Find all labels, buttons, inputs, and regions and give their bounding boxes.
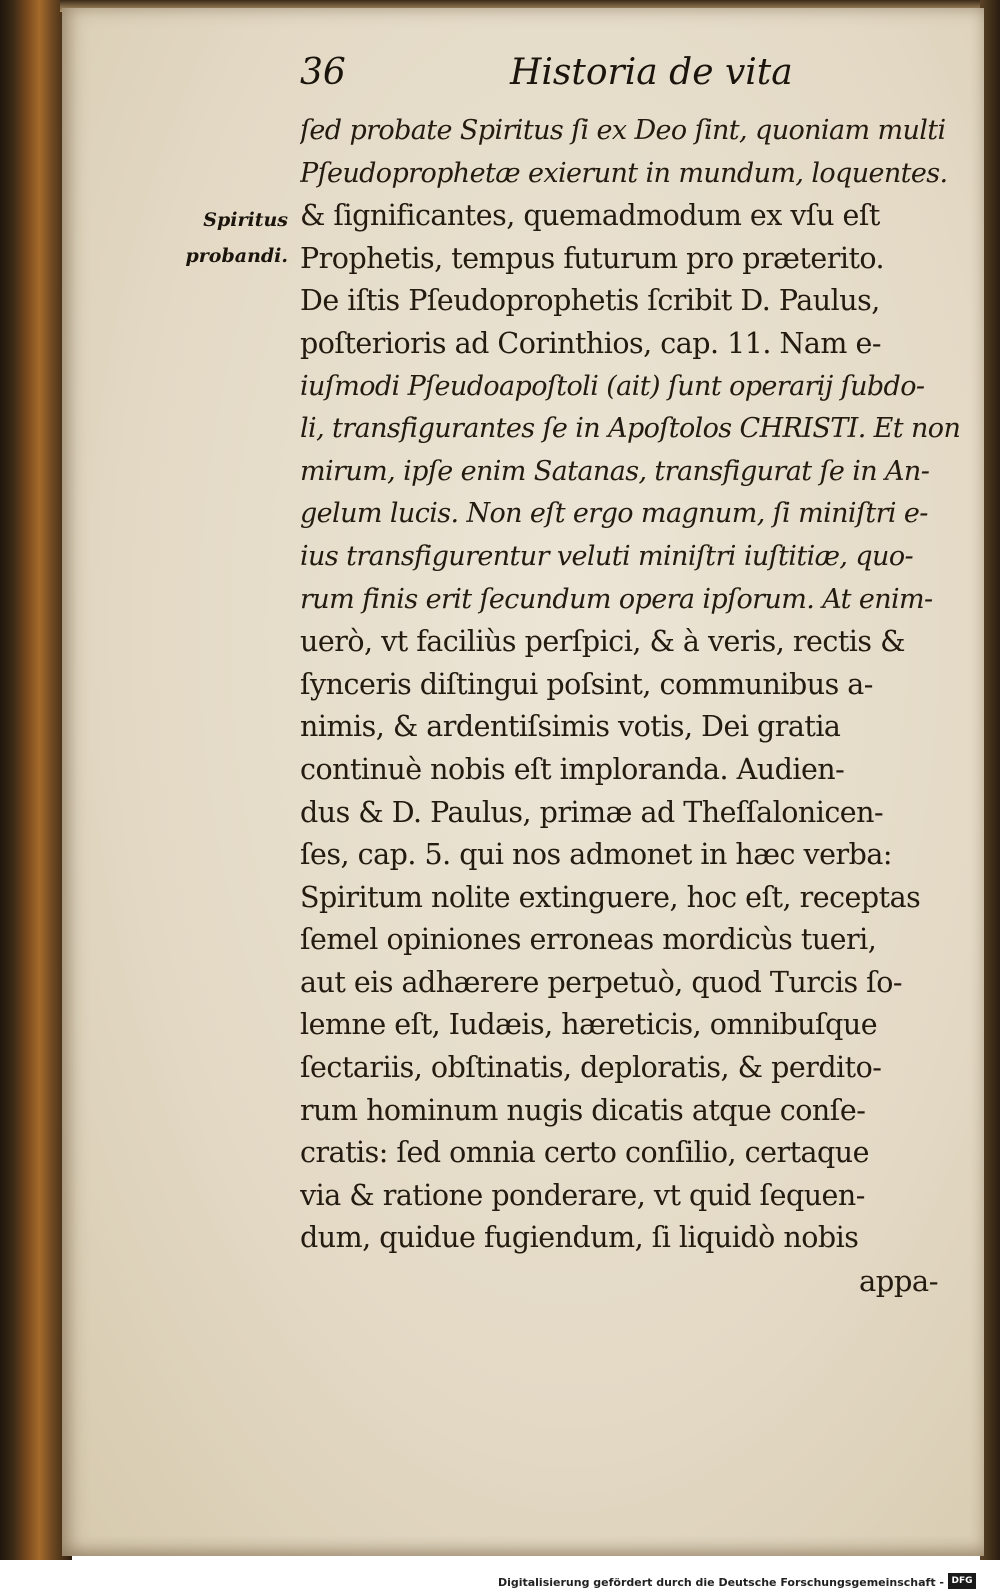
text-line: Pſeudoprophetæ exierunt in mundum, loquentes. <box>300 157 948 189</box>
text-line: rum hominum nugis dicatis atque conſe- <box>300 1093 866 1127</box>
text-line: ſemel opiniones erroneas mordicùs tueri, <box>300 923 877 957</box>
catchword: appa- <box>858 1264 938 1299</box>
marginal-note-line: probandi. <box>185 245 288 267</box>
text-line: ſed probate Spiritus ſi ex Deo ſint, quoniam multi <box>300 115 946 146</box>
text-line: dum, quidue fugiendum, ſi liquidò nobis <box>300 1221 859 1255</box>
text-line: dus & D. Paulus, primæ ad Theſſalonicen- <box>300 795 884 829</box>
text-line: iuſmodi Pſeudoapoſtoli (ait) ſunt operarij ſubdo- <box>300 370 925 402</box>
text-line: via & ratione ponderare, vt quid ſequen- <box>300 1178 865 1212</box>
text-line: & ſignificantes, quemadmodum ex vſu eſt <box>300 199 880 233</box>
text-line: Spiritum nolite extinguere, hoc eſt, receptas <box>300 880 921 914</box>
text-line: ius transfigurentur veluti miniſtri iuſtitiæ, quo- <box>300 540 914 572</box>
marginal-note-line: Spiritus <box>203 209 288 231</box>
text-line: mirum, ipſe enim Satanas, transfigurat ſe in An- <box>300 455 930 487</box>
text-line: ſynceris diſtingui poſsint, communibus a- <box>300 667 873 701</box>
text-line: Prophetis, tempus futurum pro præterito. <box>300 241 885 275</box>
text-line: nimis, & ardentiſsimis votis, Dei gratia <box>300 710 841 744</box>
body-text <box>300 110 960 1303</box>
marginal-note <box>148 202 288 274</box>
text-line: ſes, cap. 5. qui nos admonet in hæc verba: <box>300 838 892 872</box>
text-line: li, transfigurantes ſe in Apoſtolos CHRISTI. Et non <box>300 413 960 445</box>
text-line: ſectariis, obſtinatis, deploratis, & perdito- <box>300 1051 882 1085</box>
text-line: De iſtis Pſeudoprophetis ſcribit D. Paulus, <box>300 284 880 318</box>
text-line: lemne eſt, Iudæis, hæreticis, omnibuſque <box>300 1008 878 1042</box>
text-line: rum finis erit ſecundum opera ipſorum. At enim- <box>300 583 933 615</box>
text-line: gelum lucis. Non eſt ergo magnum, ſi miniſtri e- <box>300 498 928 530</box>
text-line: aut eis adhærere perpetuò, quod Turcis ſo- <box>300 965 903 999</box>
text-line: cratis: ſed omnia certo conſilio, certaque <box>300 1136 869 1170</box>
text-line: uerò, vt faciliùs perſpici, & à veris, rectis & <box>300 625 905 659</box>
dfg-logo: DFG <box>948 1573 976 1589</box>
page-number: 36 <box>300 52 346 93</box>
page-header <box>300 52 960 100</box>
text-line: poſterioris ad Corinthios, cap. 11. Nam e- <box>300 326 881 360</box>
running-head: Historia de vita <box>510 52 793 93</box>
text-line: continuè nobis eſt imploranda. Audien- <box>300 752 845 786</box>
funding-credit: Digitalisierung gefördert durch die Deutsche Forschungsgemeinschaft - <box>497 1576 944 1589</box>
